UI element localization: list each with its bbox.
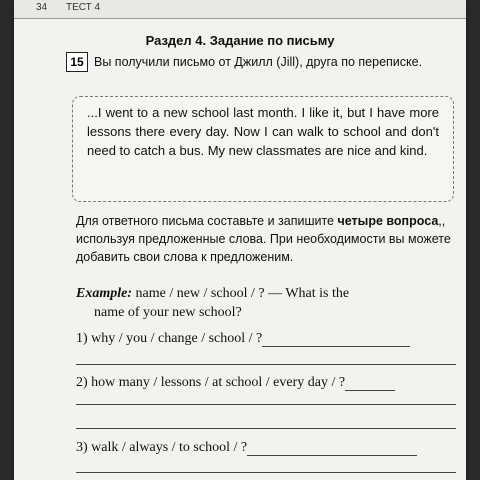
question-1-answer-blank[interactable]: [262, 332, 410, 347]
page-header: [14, 0, 466, 19]
question-1: [76, 331, 458, 347]
instructions-emphasis: четыре вопроса: [337, 214, 439, 228]
section-title: Раздел 4. Задание по письму: [145, 33, 335, 48]
letter-excerpt-box: [72, 96, 454, 202]
example-label: Example:: [76, 286, 132, 301]
task-description: Вы получили письмо от Джилл (Jill), друга по переписке.: [94, 55, 423, 69]
question-2-answer-line-3[interactable]: [76, 428, 456, 429]
example-line1: name / new / school / ? — What is the: [135, 286, 350, 301]
instructions: [76, 212, 452, 266]
instructions-part2: ,, используя предложенные слова. При необходимости вы можете добавить свои слова к предложеним.: [76, 214, 451, 264]
page-number: 34: [36, 2, 48, 13]
question-2-prompt: 2) how many / lessons / at school / every day / ?: [76, 375, 346, 390]
question-2-answer-line-2[interactable]: [76, 404, 456, 405]
workbook-page: [14, 0, 466, 480]
question-2: [76, 375, 458, 391]
test-label: ТЕСТ 4: [66, 2, 101, 13]
question-1-answer-line-2[interactable]: [76, 364, 456, 365]
question-3-answer-blank[interactable]: [247, 441, 417, 456]
question-2-answer-blank[interactable]: [345, 376, 395, 391]
example-block: [76, 284, 452, 322]
question-3-answer-line-2[interactable]: [76, 472, 456, 473]
task-number-badge: 15: [66, 52, 88, 72]
example-line2: name of your new school?: [94, 305, 242, 320]
letter-excerpt-text: ...I went to a new school last month. I like it, but I have more lessons there every day. Now I can walk to school and don't need to catch a bus. My new classmates are nice and kind.: [87, 105, 439, 158]
question-3-prompt: 3) walk / always / to school / ?: [76, 440, 248, 455]
question-1-prompt: 1) why / you / change / school / ?: [76, 331, 263, 346]
instructions-part1: Для ответного письма составьте и запишите: [76, 214, 338, 228]
question-3: [76, 440, 458, 456]
